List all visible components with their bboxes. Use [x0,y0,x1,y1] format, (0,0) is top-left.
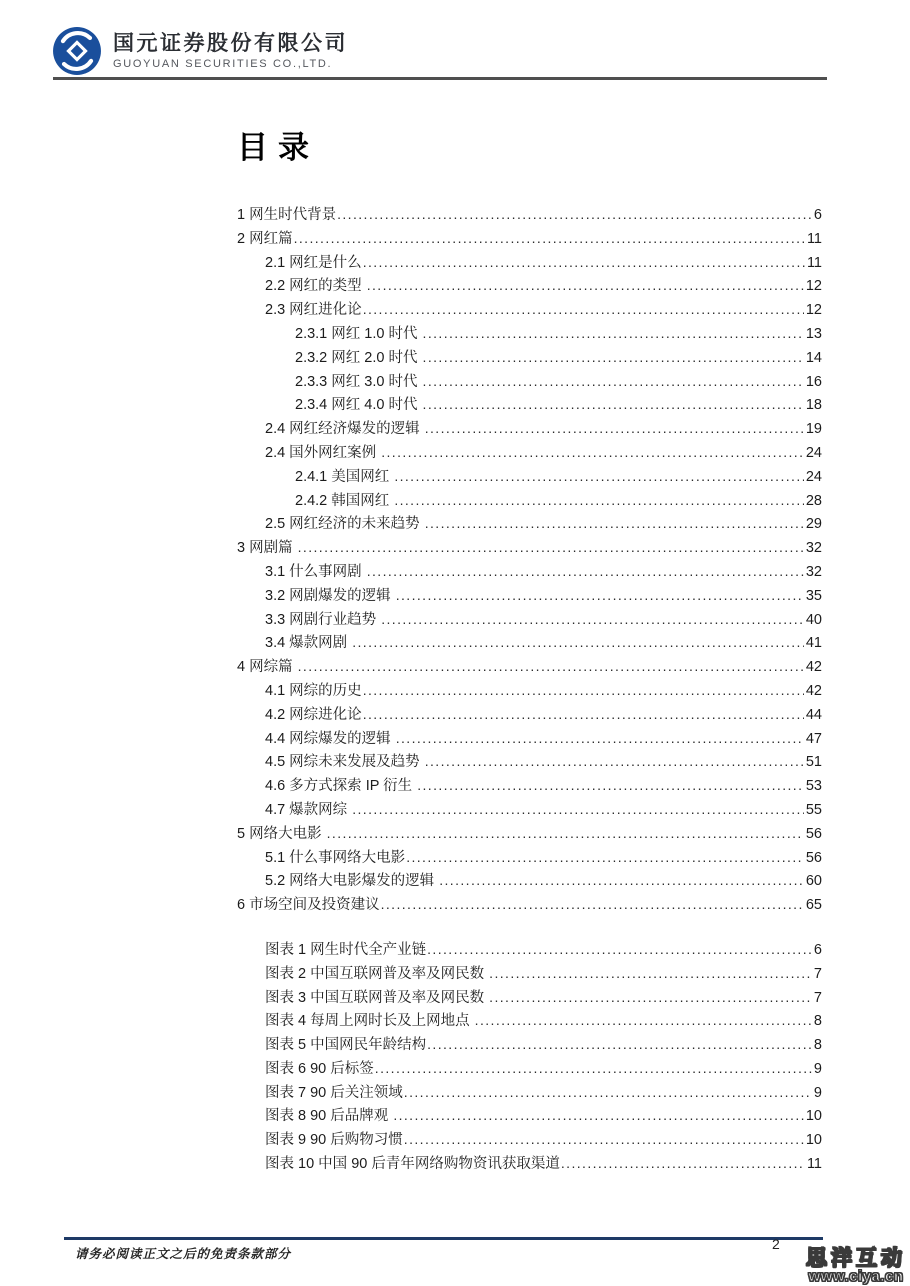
figure-entry-page: 10 [805,1132,822,1149]
dot-leader [489,986,812,1011]
company-name-en: GUOYUAN SECURITIES CO.,LTD. [113,58,333,71]
dot-leader [404,1081,812,1106]
toc-entry-label: 2 网红篇 [237,230,293,247]
dot-leader [352,631,804,656]
figure-entry-label: 图表 4 每周上网时长及上网地点 [265,1013,474,1030]
figure-entry [237,1104,822,1128]
toc-entry [237,274,822,298]
header [52,26,348,76]
toc-entry-page: 12 [805,302,822,319]
toc-entry [237,798,822,822]
watermark-url: www.ciya.cn [808,1267,904,1285]
figure-entry [237,1152,822,1176]
dot-leader [367,274,804,299]
figure-entry-page: 7 [813,989,822,1006]
toc-entry-page: 55 [805,801,822,818]
toc-entry [237,227,822,251]
toc-entry-label: 5 网络大电影 [237,825,326,842]
dot-leader [406,846,804,871]
toc-entry-page: 41 [805,635,822,652]
dot-leader [561,1152,805,1177]
dot-leader [352,798,804,823]
disclaimer-text: 请务必阅读正文之后的免责条款部分 [75,1247,292,1261]
toc-entry [237,893,822,917]
figure-entry-page: 9 [813,1060,822,1077]
toc-entry-page: 56 [805,825,822,842]
toc-entry-label: 4.4 网综爆发的逻辑 [265,730,395,747]
figure-entry-label: 图表 10 中国 90 后青年网络购物资讯获取渠道 [265,1156,560,1173]
toc-entry [237,774,822,798]
toc-entry-label: 3.3 网剧行业趋势 [265,611,381,628]
page-number: 2 [772,1236,780,1252]
toc-section [237,128,822,1176]
toc-entry-page: 6 [813,207,822,223]
figure-entry-label: 图表 3 中国互联网普及率及网民数 [265,989,489,1006]
figure-entry-page: 9 [813,1084,822,1101]
dot-leader [404,1128,804,1153]
toc-entry-page: 11 [806,254,822,271]
toc-entry-page: 51 [805,754,822,771]
toc-entry [237,727,822,751]
figure-entry [237,986,822,1010]
toc-entry [237,608,822,632]
toc-entry-label: 4 网综篇 [237,659,297,676]
toc-entry-label: 2.4.1 美国网红 [295,468,394,485]
dot-leader [381,893,804,918]
dot-leader [489,962,812,987]
dot-leader [423,346,804,371]
toc-entry-page: 24 [805,444,822,461]
dot-leader [394,489,804,514]
dot-leader [439,869,804,894]
toc-entry [237,703,822,727]
toc-entry-label: 3 网剧篇 [237,540,297,557]
dot-leader [381,608,804,633]
dot-leader [363,703,804,728]
figure-entry-label: 图表 9 90 后购物习惯 [265,1132,403,1149]
figure-entry-label: 图表 5 中国网民年龄结构 [265,1037,427,1054]
dot-leader [294,227,805,252]
toc-entry-label: 2.1 网红是什么 [265,254,362,271]
toc-entry-label: 2.3.2 网红 2.0 时代 [295,349,422,366]
toc-entry-label: 4.2 网综进化论 [265,706,362,723]
toc-entry [237,489,822,513]
dot-leader [363,251,805,276]
toc-entry [237,679,822,703]
toc-entry [237,536,822,560]
figure-entry [237,1033,822,1057]
toc-entry [237,560,822,584]
toc-entry [237,822,822,846]
toc-entry [237,512,822,536]
toc-entry [237,251,822,275]
header-divider [53,77,827,80]
toc-entry-page: 28 [805,492,822,509]
toc-entry-label: 2.4.2 韩国网红 [295,492,394,509]
toc-entry [237,393,822,417]
dot-leader [417,774,804,799]
toc-entry [237,417,822,441]
dot-leader [381,441,804,466]
toc-entry-page: 12 [805,278,822,295]
toc-entry-label: 2.3.4 网红 4.0 时代 [295,397,422,414]
watermark [806,1248,906,1286]
toc-entry-page: 18 [805,397,822,414]
toc-entry-label: 4.5 网综未来发展及趋势 [265,754,424,771]
toc-entry-page: 42 [805,682,822,699]
company-logo-icon [52,26,102,76]
toc-entry-label: 5.2 网络大电影爆发的逻辑 [265,873,439,890]
dot-leader [396,584,804,609]
toc-entry-label: 2.3.1 网红 1.0 时代 [295,325,422,342]
figure-entry-page: 7 [813,965,822,982]
toc-entry-page: 13 [805,325,822,342]
dot-leader [396,727,804,752]
toc-entry-label: 3.4 爆款网剧 [265,635,352,652]
toc-entry-label: 4.1 网综的历史 [265,682,362,699]
toc-entry-label: 4.6 多方式探索 IP 衍生 [265,778,417,795]
toc-entry-page: 24 [805,468,822,485]
figure-entry [237,938,822,962]
toc-entry-page: 32 [805,563,822,580]
figures-list [237,938,822,1176]
toc-entry-page: 56 [805,849,822,866]
dot-leader [327,822,804,847]
toc-entry-label: 2.4 网红经济爆发的逻辑 [265,421,424,438]
figure-entry-page: 8 [813,1013,822,1030]
toc-entry-label: 6 市场空间及投资建议 [237,897,380,914]
dot-leader [475,1009,812,1034]
toc-entry-page: 53 [805,778,822,795]
toc-entry [237,655,822,679]
dot-leader [298,655,804,680]
dot-leader [427,938,812,963]
toc-entry-label: 2.2 网红的类型 [265,278,366,295]
toc-entry-label: 2.4 国外网红案例 [265,444,381,461]
figure-entry-label: 图表 2 中国互联网普及率及网民数 [265,965,489,982]
figure-entry-page: 6 [813,941,822,958]
toc-entry [237,203,822,227]
toc-entry-page: 32 [805,540,822,557]
figure-entry-page: 10 [805,1108,822,1125]
dot-leader [394,465,804,490]
toc-entry-page: 47 [805,730,822,747]
toc-entry [237,584,822,608]
toc-entry-label: 2.3 网红进化论 [265,302,362,319]
toc-title: 目录 [237,130,319,165]
toc-entry-label: 4.7 爆款网综 [265,801,352,818]
toc-entry [237,869,822,893]
toc-entry-page: 16 [805,373,822,390]
dot-leader [423,322,804,347]
dot-leader [363,298,804,323]
toc-entry [237,750,822,774]
company-name-cn: 国元证券股份有限公司 [113,31,348,55]
figure-entry [237,1009,822,1033]
toc-entry-page: 65 [805,897,822,914]
footer-divider [64,1237,823,1240]
figure-entry-label: 图表 8 90 后品牌观 [265,1108,393,1125]
figure-entry [237,962,822,986]
toc-entry-page: 42 [805,659,822,676]
dot-leader [375,1057,812,1082]
toc-entry-page: 14 [805,349,822,366]
dot-leader [427,1033,812,1058]
toc-entry [237,846,822,870]
company-name-block [113,32,348,70]
dot-leader [298,536,804,561]
toc-entry-label: 5.1 什么事网络大电影 [265,849,406,866]
toc-entry [237,370,822,394]
toc-entry [237,441,822,465]
figure-entry-page: 11 [806,1156,822,1173]
dot-leader [367,560,804,585]
toc-entry-page: 29 [805,516,822,533]
dot-leader [425,417,804,442]
toc-entry [237,346,822,370]
toc-entry-page: 44 [805,706,822,723]
figure-entry-label: 图表 7 90 后关注领域 [265,1084,403,1101]
dot-leader [423,393,804,418]
figure-entry-label: 图表 6 90 后标签 [265,1060,374,1077]
figure-entry [237,1128,822,1152]
dot-leader [363,679,804,704]
toc-entry-label: 3.1 什么事网剧 [265,563,366,580]
figure-entry-label: 图表 1 网生时代全产业链 [265,941,427,958]
figure-entry [237,1081,822,1105]
toc-entry [237,322,822,346]
toc-entry-label: 2.5 网红经济的未来趋势 [265,516,424,533]
figure-entry [237,1057,822,1081]
dot-leader [425,750,804,775]
toc-list [237,203,822,917]
toc-entry-page: 60 [805,873,822,890]
toc-entry-page: 40 [805,611,822,628]
dot-leader [425,512,804,537]
toc-entry-label: 3.2 网剧爆发的逻辑 [265,587,395,604]
dot-leader [393,1104,804,1129]
toc-entry [237,465,822,489]
toc-entry-page: 11 [806,230,822,247]
toc-entry [237,631,822,655]
dot-leader [423,370,804,395]
toc-entry-label: 1 网生时代背景 [237,207,337,223]
dot-leader [337,203,812,228]
watermark-title: 思洋互动 [806,1246,906,1270]
toc-entry [237,298,822,322]
toc-entry-label: 2.3.3 网红 3.0 时代 [295,373,422,390]
figure-entry-page: 8 [813,1037,822,1054]
toc-entry-page: 19 [805,421,822,438]
toc-entry-page: 35 [805,587,822,604]
